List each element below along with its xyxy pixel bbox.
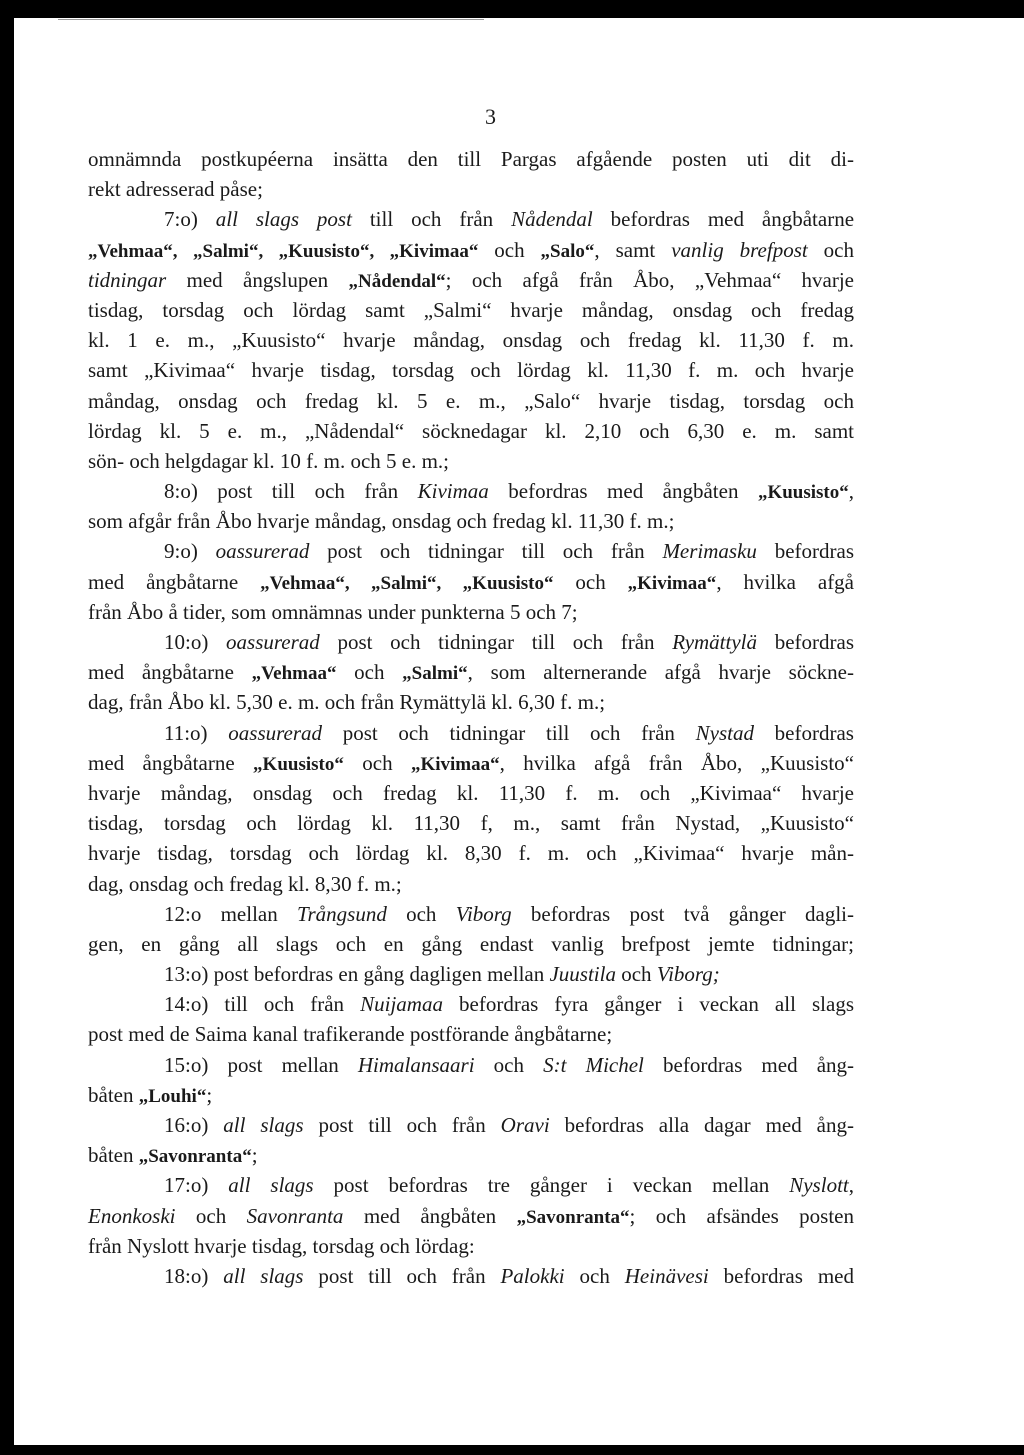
text-span: gen, en gång all slags och en gång endast vanlig brefpost jemte tidningar; [88,931,854,956]
text-line [88,1050,854,1080]
text-span: befordras post två gånger dagli- [511,901,855,926]
text-span: post till och från [303,1263,501,1288]
text-span: samt „Kivimaa“ hvarje tisdag, torsdag och lördag kl. 11,30 f. m. och hvarje [88,358,854,383]
text-line [88,869,854,899]
text-line [88,929,854,959]
text-span: och [175,1203,247,1228]
text-span: post och tidningar till och från [319,630,673,654]
text-span: till och från [351,207,512,232]
text-span: , [848,479,854,504]
text-line [88,808,854,838]
text-span: omnämnda postkupéerna insätta den till Pargas afgående posten uti dit di- [88,147,854,171]
text-span: Viborg; [656,962,720,987]
text-span: båten [88,1082,139,1107]
text-span: kl. 1 e. m., „Kuusisto“ hvarje måndag, onsdag och fredag kl. 11,30 f. m. [88,328,854,353]
text-span: och [807,237,854,262]
text-line [88,1201,854,1231]
text-span: „Louhi“ [138,1085,207,1107]
text-span: dag, onsdag och fredag kl. 8,30 f. m.; [88,871,402,896]
text-span: „Vehmaa“, „Salmi“, „Kuusisto“, „Kivimaa“ [88,240,479,262]
text-line [88,355,854,385]
text-span: ; [206,1082,213,1107]
text-line [88,144,854,174]
text-line [88,386,854,416]
text-line [88,235,854,265]
text-span: post och tidningar till och från [309,539,663,564]
text-span: Himalansaari [357,1052,475,1077]
text-span: tidningar [88,267,167,292]
text-span: , hvilka afgå [716,569,855,594]
text-span: ; och afgå från Åbo, „Vehmaa“ hvarje [445,267,854,292]
text-line [88,778,854,808]
text-span: Merimasku [662,539,757,564]
text-span: och [564,1263,625,1288]
text-span: med ångbåten [343,1203,517,1228]
text-line [88,446,854,476]
text-span: 18:o) [164,1263,224,1288]
text-line [88,1019,854,1049]
text-span: och [478,237,541,262]
text-span: S:t Michel [543,1052,644,1077]
text-span: och [386,901,456,926]
text-line [88,627,854,657]
text-span: 12:o mellan [164,901,297,926]
text-span: befordras [753,720,854,745]
text-line [88,899,854,929]
text-span: båten [88,1143,139,1168]
text-span: oassurerad [226,630,320,654]
scan-border-left [0,0,14,1455]
text-line [88,1231,854,1261]
text-line [88,476,854,506]
text-span: „Salo“ [540,240,595,262]
text-span: Juustila [549,962,616,987]
scan-border-bottom [0,1445,1024,1455]
text-span: Heinävesi [624,1263,709,1288]
text-span: „Kivimaa“ [410,753,500,775]
text-span: „Vehmaa“, „Salmi“, „Kuusisto“ [260,572,554,594]
text-span: 13:o) post befordras en gång dagligen mellan [164,962,550,987]
text-span: 14:o) till och från [164,992,361,1017]
text-span: Nyslott [789,1173,849,1198]
text-span: med ångslupen [166,267,349,292]
text-span: all slags post [215,207,352,232]
text-span: „Salmi“ [402,663,468,685]
text-span: dag, från Åbo kl. 5,30 e. m. och från Rymättylä kl. 6,30 f. m.; [88,690,606,715]
text-span: Nuijamaa [360,992,443,1017]
text-line [88,204,854,234]
text-span: all slags [228,1173,314,1198]
text-line [88,959,854,989]
text-span: 8:o) post till och från [164,479,418,504]
text-span: Viborg [455,901,512,926]
text-span: Kivimaa [417,479,489,504]
text-span: , [848,1173,854,1198]
text-line [88,1140,854,1170]
page-number: 3 [485,104,496,129]
text-span: Rymättylä [672,630,758,654]
text-line [88,1080,854,1110]
text-span: med ångbåtarne [88,750,254,775]
text-span: , som alternerande afgå hvarje söckne- [467,660,854,685]
text-span: „Savonranta“ [138,1146,252,1168]
text-span: hvarje måndag, onsdag och fredag kl. 11,30 f. m. och „Kivimaa“ hvarje [88,780,854,805]
text-span: all slags [223,1113,304,1137]
text-span: post till och från [303,1113,501,1137]
text-span: befordras [757,630,855,654]
text-span: och [336,660,403,685]
text-span: Oravi [500,1113,550,1137]
body-text [88,144,854,1291]
text-span: post befordras tre gånger i veckan mellan [313,1173,790,1198]
header-rule [58,19,484,20]
text-span: 16:o) [164,1113,224,1137]
text-span: oassurerad [215,539,310,564]
text-span: 11:o) [164,720,229,745]
text-line [88,536,854,566]
text-span: „Savonranta“ [516,1206,630,1228]
text-span: sön- och helgdagar kl. 10 f. m. och 5 e. m.; [88,448,449,473]
text-span: 17:o) [164,1173,229,1198]
text-span: som afgår från Åbo hvarje måndag, onsdag och fredag kl. 11,30 f. m.; [88,509,675,534]
text-span: „Kivimaa“ [627,572,717,594]
text-line [88,325,854,355]
text-span: och [615,962,657,987]
text-line [88,1110,854,1140]
text-span: befordras [756,539,854,564]
text-span: Nådendal [511,207,593,232]
text-span: 7:o) [164,207,216,232]
text-span: Palokki [500,1263,565,1288]
text-span: ; [251,1143,258,1168]
text-span: Enonkoski [88,1203,176,1228]
text-span: befordras fyra gånger i veckan all slags [442,992,855,1017]
text-line [88,1170,854,1200]
text-span: befordras alla dagar med ång- [549,1113,854,1137]
text-span: ; och afsändes posten [629,1203,854,1228]
text-line [88,718,854,748]
text-line [88,657,854,687]
text-span: från Åbo å tider, som omnämnas under punkterna 5 och 7; [88,599,578,624]
text-span: „Vehmaa“ [251,663,337,685]
text-span: Nystad [695,720,754,745]
text-span: Savonranta [246,1203,344,1228]
text-line [88,174,854,204]
scan-border-top [0,0,1024,18]
text-span: och [553,569,628,594]
text-line [88,597,854,627]
text-span: och [474,1052,544,1077]
text-span: måndag, onsdag och fredag kl. 5 e. m., „Salo“ hvarje tisdag, torsdag och [88,388,854,413]
text-span: lördag kl. 5 e. m., „Nådendal“ söcknedagar kl. 2,10 och 6,30 e. m. samt [88,418,854,443]
text-span: 15:o) post mellan [164,1052,358,1077]
text-span: 9:o) [164,539,216,564]
text-line [88,838,854,868]
text-span: befordras med ångbåtarne [592,207,855,232]
text-span: tisdag, torsdag och lördag samt „Salmi“ hvarje måndag, onsdag och fredag [88,297,854,322]
text-span: Trångsund [296,901,387,926]
text-line [88,567,854,597]
text-line [88,506,854,536]
text-line [88,989,854,1019]
text-span: 10:o) [164,630,227,654]
text-span: rekt adresserad påse; [88,177,263,202]
text-span: post med de Saima kanal trafikerande postförande ångbåtarne; [88,1022,613,1047]
text-span: befordras med ångbåten [488,479,758,504]
text-line [88,295,854,325]
text-span: „Kuusisto“ [253,753,344,775]
text-span: „Kuusisto“ [757,482,849,504]
text-span: med ångbåtarne [88,569,261,594]
text-span: „Nådendal“ [348,270,446,292]
text-line [88,687,854,717]
text-span: vanlig brefpost [671,237,808,262]
text-span: hvarje tisdag, torsdag och lördag kl. 8,30 f. m. och „Kivimaa“ hvarje mån- [88,841,854,866]
text-span: post och tidningar till och från [322,720,696,745]
text-line [88,265,854,295]
text-span: tisdag, torsdag och lördag kl. 11,30 f, m., samt från Nystad, „Kuusisto“ [88,811,854,836]
text-span: all slags [223,1263,304,1288]
text-span: , samt [594,237,672,262]
text-span: oassurerad [228,720,322,745]
text-span: , hvilka afgå från Åbo, „Kuusisto“ [499,750,854,775]
text-span: och [343,750,411,775]
text-span: befordras med ång- [643,1052,855,1077]
text-span: från Nyslott hvarje tisdag, torsdag och lördag: [88,1233,475,1258]
text-line [88,1261,854,1291]
text-line [88,748,854,778]
text-span: med ångbåtarne [88,660,252,685]
text-span: befordras med [708,1263,854,1288]
text-line [88,416,854,446]
